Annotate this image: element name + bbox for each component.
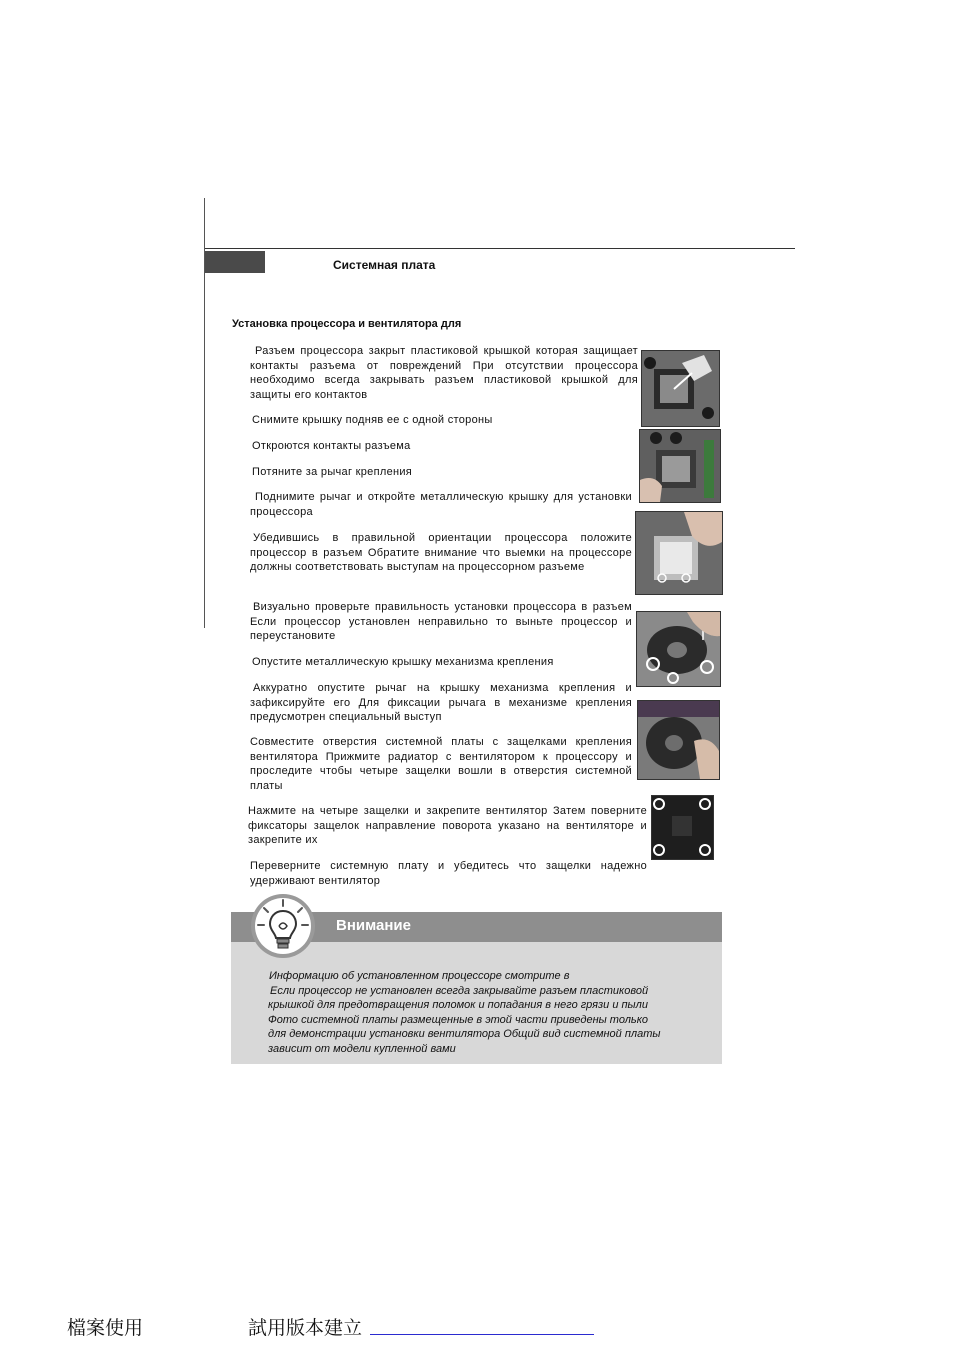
notice-line: зависит от модели купленной вами <box>268 1042 456 1055</box>
step-6: Убедившись в правильной ориентации процессора положите процессор в разъем Обратите внимание что выемки на процессоре должны соответствовать выступам на процессорном разъеме <box>250 532 632 573</box>
lightbulb-icon <box>250 893 316 959</box>
header-rule <box>205 248 795 249</box>
step-12: Переверните системную плату и убедитесь что защелки надежно удерживают вентилятор <box>250 860 647 887</box>
footer-right-text: 試用版本建立 <box>248 1317 363 1339</box>
footer-left-text: 檔案使用 <box>67 1317 144 1339</box>
step-10: Совместите отверстия системной платы с защелками крепления вентилятора Прижмите радиатор с вентилятором к процессору и проследите чтобы четыре защелки вошли в отверстия системной платы <box>250 736 632 792</box>
step-11: Нажмите на четыре защелки и закрепите вентилятор Затем поверните фиксаторы защелок направление поворота указано на вентиляторе и закрепите их <box>248 805 647 846</box>
step-2: Снимите крышку подняв ее с одной стороны <box>252 414 493 426</box>
page-header-title: Системная плата <box>333 258 436 272</box>
footer-underline <box>370 1334 594 1335</box>
step-4: Потяните за рычаг крепления <box>252 466 413 478</box>
photo-board-backside <box>651 795 714 860</box>
step-5: Поднимите рычаг и откройте металлическую крышку для установки процессора <box>250 491 632 518</box>
step-1: Разъем процессора закрыт пластиковой крышкой которая защищает контакты разъема от повреждений При отсутствии процессора необходимо всегда закрывать разъем пластиковой крышкой для защиты его контактов <box>250 345 638 401</box>
notice-line: для демонстрации установки вентилятора Общий вид системной платы <box>268 1028 661 1041</box>
notice-line: Если процессор не установлен всегда закрывайте разъем пластиковой <box>270 984 649 997</box>
photo-cooler-press <box>637 700 720 780</box>
notice-line: крышкой для предотвращения поломок и попадания в него грязи и пыли <box>268 999 648 1012</box>
photo-cpu-placement <box>635 511 723 595</box>
photo-socket-open <box>639 429 721 503</box>
notice-title: Внимание <box>336 917 411 934</box>
notice-line: Информацию об установленном процессоре смотрите в <box>269 970 570 982</box>
photo-socket-cover <box>641 350 720 427</box>
step-7: Визуально проверьте правильность установки процессора в разъем Если процессор установлен неправильно то выньте процессор и переустановите <box>250 601 632 642</box>
step-8: Опустите металлическую крышку механизма крепления <box>252 656 554 668</box>
section-title: Установка процессора и вентилятора для <box>232 318 462 330</box>
notice-line: Фото системной платы размещенные в этой части приведены только <box>268 1013 649 1026</box>
step-9: Аккуратно опустите рычаг на крышку механизма крепления и зафиксируйте его Для фиксации рычага в механизме крепления предусмотрен специальный выступ <box>250 682 632 723</box>
photo-cooler-align <box>636 611 721 687</box>
step-3: Откроются контакты разъема <box>252 440 411 452</box>
notice-text <box>268 969 714 1057</box>
header-tab <box>205 251 265 273</box>
